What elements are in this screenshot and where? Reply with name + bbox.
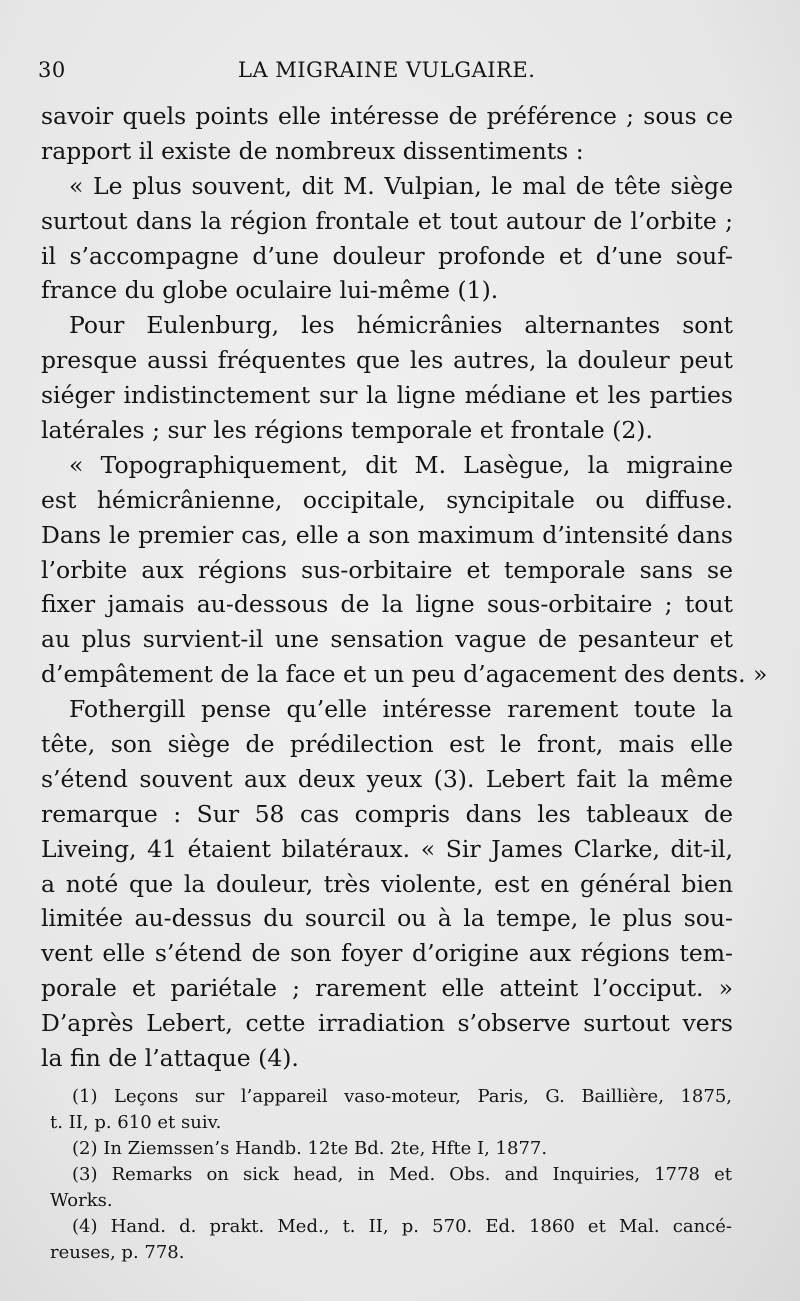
text-line: fixer jamais au-dessous de la ligne sous-orbitaire ; tout bbox=[41, 590, 733, 619]
text-line: s’étend souvent aux deux yeux (3). Lebert fait la même bbox=[41, 764, 733, 793]
text-line: surtout dans la région frontale et tout autour de l’orbite ; bbox=[41, 206, 733, 235]
footnote-4: (4) Hand. d. prakt. Med., t. II, p. 570. Ed. 1860 et Mal. cancé- bbox=[72, 1216, 732, 1237]
text-line: france du globe oculaire lui-même (1). bbox=[41, 276, 499, 305]
footnote-2: (2) In Ziemssen’s Handb. 12te Bd. 2te, Hfte I, 1877. bbox=[72, 1138, 548, 1159]
running-title: LA MIGRAINE VULGAIRE. bbox=[238, 58, 536, 82]
page-header bbox=[30, 58, 730, 88]
footnotes bbox=[50, 1084, 732, 1266]
footnote-1-continued: t. II, p. 610 et suiv. bbox=[50, 1112, 222, 1133]
footnote-1: (1) Leçons sur l’appareil vaso-moteur, Paris, G. Baillière, 1875, bbox=[72, 1086, 732, 1107]
text-line: a noté que la douleur, très violente, est en général bien bbox=[41, 869, 733, 898]
text-line: remarque : Sur 58 cas compris dans les tableaux de bbox=[41, 799, 733, 828]
text-line: D’après Lebert, cette irradiation s’observe surtout vers bbox=[41, 1009, 733, 1038]
footnote-4-continued: reuses, p. 778. bbox=[50, 1242, 185, 1263]
text-line: la fin de l’attaque (4). bbox=[41, 1044, 299, 1073]
text-line: Fothergill pense qu’elle intéresse rarement toute la bbox=[69, 695, 733, 724]
text-line: l’orbite aux régions sus-orbitaire et temporale sans se bbox=[41, 555, 733, 584]
text-line: presque aussi fréquentes que les autres, la douleur peut bbox=[41, 346, 733, 375]
text-line: Pour Eulenburg, les hémicrânies alternantes sont bbox=[69, 311, 733, 340]
text-line: savoir quels points elle intéresse de préférence ; sous ce bbox=[41, 102, 733, 130]
text-line: d’empâtement de la face et un peu d’agacement des dents. » bbox=[41, 660, 768, 689]
footnote-3: (3) Remarks on sick head, in Med. Obs. and Inquiries, 1778 et bbox=[72, 1164, 732, 1185]
text-line: rapport il existe de nombreux dissentiments : bbox=[41, 136, 584, 165]
page-number: 30 bbox=[38, 58, 66, 82]
text-line: Liveing, 41 étaient bilatéraux. « Sir James Clarke, dit-il, bbox=[41, 834, 733, 863]
text-line: est hémicrânienne, occipitale, syncipitale ou diffuse. bbox=[41, 485, 733, 514]
footnote-3-continued: Works. bbox=[50, 1190, 113, 1211]
text-line: latérales ; sur les régions temporale et frontale (2). bbox=[41, 416, 653, 445]
text-line: « Topographiquement, dit M. Lasègue, la migraine bbox=[69, 450, 733, 479]
body-text bbox=[41, 99, 768, 1076]
text-line: siéger indistinctement sur la ligne médiane et les parties bbox=[41, 381, 733, 410]
text-line: porale et pariétale ; rarement elle atteint l’occiput. » bbox=[41, 974, 733, 1003]
text-line: il s’accompagne d’une douleur profonde et d’une souf- bbox=[41, 241, 733, 270]
text-line: Dans le premier cas, elle a son maximum d’intensité dans bbox=[41, 520, 733, 549]
text-line: au plus survient-il une sensation vague de pesanteur et bbox=[41, 625, 733, 654]
text-line: limitée au-dessus du sourcil ou à la tempe, le plus sou- bbox=[41, 904, 733, 933]
text-line: « Le plus souvent, dit M. Vulpian, le mal de tête siège bbox=[69, 171, 733, 200]
text-line: vent elle s’étend de son foyer d’origine aux régions tem- bbox=[41, 939, 733, 968]
text-line: tête, son siège de prédilection est le front, mais elle bbox=[41, 730, 733, 759]
